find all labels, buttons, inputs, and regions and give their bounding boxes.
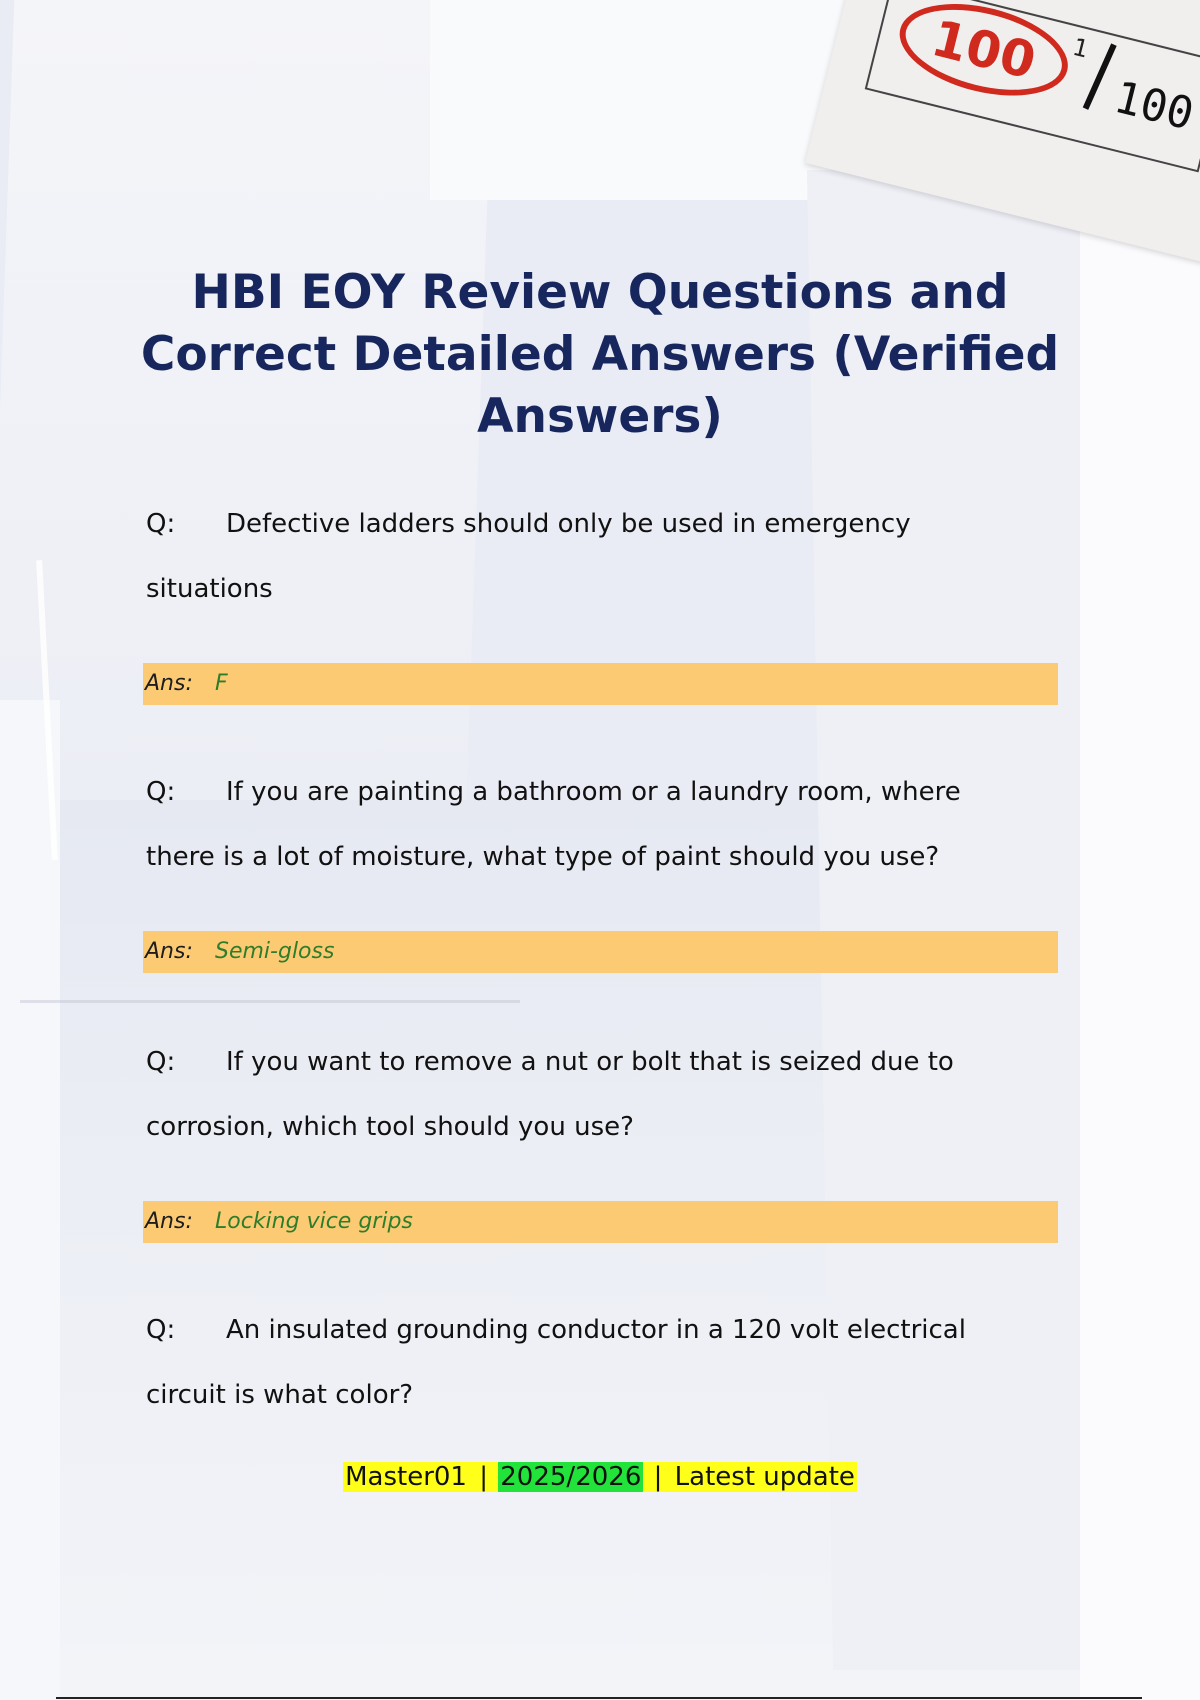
footer-author: Master01 bbox=[345, 1462, 467, 1492]
question-label: Q: bbox=[146, 1315, 176, 1345]
page-title: HBI EOY Review Questions and Correct Detailed Answers (Verified Answers) bbox=[140, 265, 1060, 444]
question-text bbox=[146, 760, 1046, 825]
answer-text: Semi-gloss bbox=[215, 939, 335, 964]
question-block bbox=[146, 760, 1046, 890]
question-text bbox=[146, 1030, 1046, 1095]
question-line: If you want to remove a nut or bolt that is seized due to bbox=[226, 1047, 954, 1077]
footer-banner bbox=[0, 1460, 1200, 1494]
question-line: An insulated grounding conductor in a 120 volt electrical bbox=[226, 1315, 966, 1345]
question-block bbox=[146, 1298, 1046, 1428]
answer-label: Ans: bbox=[145, 939, 193, 964]
answer-text: F bbox=[215, 671, 228, 696]
question-line-continued: situations bbox=[146, 574, 273, 604]
question-line: Defective ladders should only be used in emergency bbox=[226, 509, 911, 539]
answer-label: Ans: bbox=[145, 671, 193, 696]
answer-text: Locking vice grips bbox=[215, 1209, 413, 1234]
footer-year: 2025/2026 bbox=[500, 1462, 642, 1492]
paper-fold bbox=[430, 0, 850, 200]
answer-highlight bbox=[143, 1201, 1058, 1243]
question-text bbox=[146, 1298, 1046, 1363]
question-block bbox=[146, 492, 1046, 622]
question-text bbox=[146, 492, 1046, 557]
question-line: If you are painting a bathroom or a laundry room, where bbox=[226, 777, 961, 807]
question-label: Q: bbox=[146, 777, 176, 807]
question-label: Q: bbox=[146, 509, 176, 539]
circled-score: 100 bbox=[890, 0, 1077, 111]
question-line-continued: there is a lot of moisture, what type of paint should you use? bbox=[146, 842, 940, 872]
question-line-continued: corrosion, which tool should you use? bbox=[146, 1112, 634, 1142]
answer-label: Ans: bbox=[145, 1209, 193, 1234]
answer-highlight bbox=[143, 663, 1058, 705]
score-superscript: 1 bbox=[1069, 32, 1092, 64]
footer-note: Latest update bbox=[674, 1462, 855, 1492]
bottom-divider bbox=[56, 1697, 1142, 1699]
answer-highlight bbox=[143, 931, 1058, 973]
paper-crease bbox=[20, 1000, 520, 1003]
footer-separator: | bbox=[645, 1462, 671, 1492]
footer-separator: | bbox=[470, 1462, 497, 1492]
question-block bbox=[146, 1030, 1046, 1160]
question-line-continued: circuit is what color? bbox=[146, 1380, 414, 1410]
question-label: Q: bbox=[146, 1047, 176, 1077]
score-total: 100 bbox=[1109, 71, 1199, 141]
